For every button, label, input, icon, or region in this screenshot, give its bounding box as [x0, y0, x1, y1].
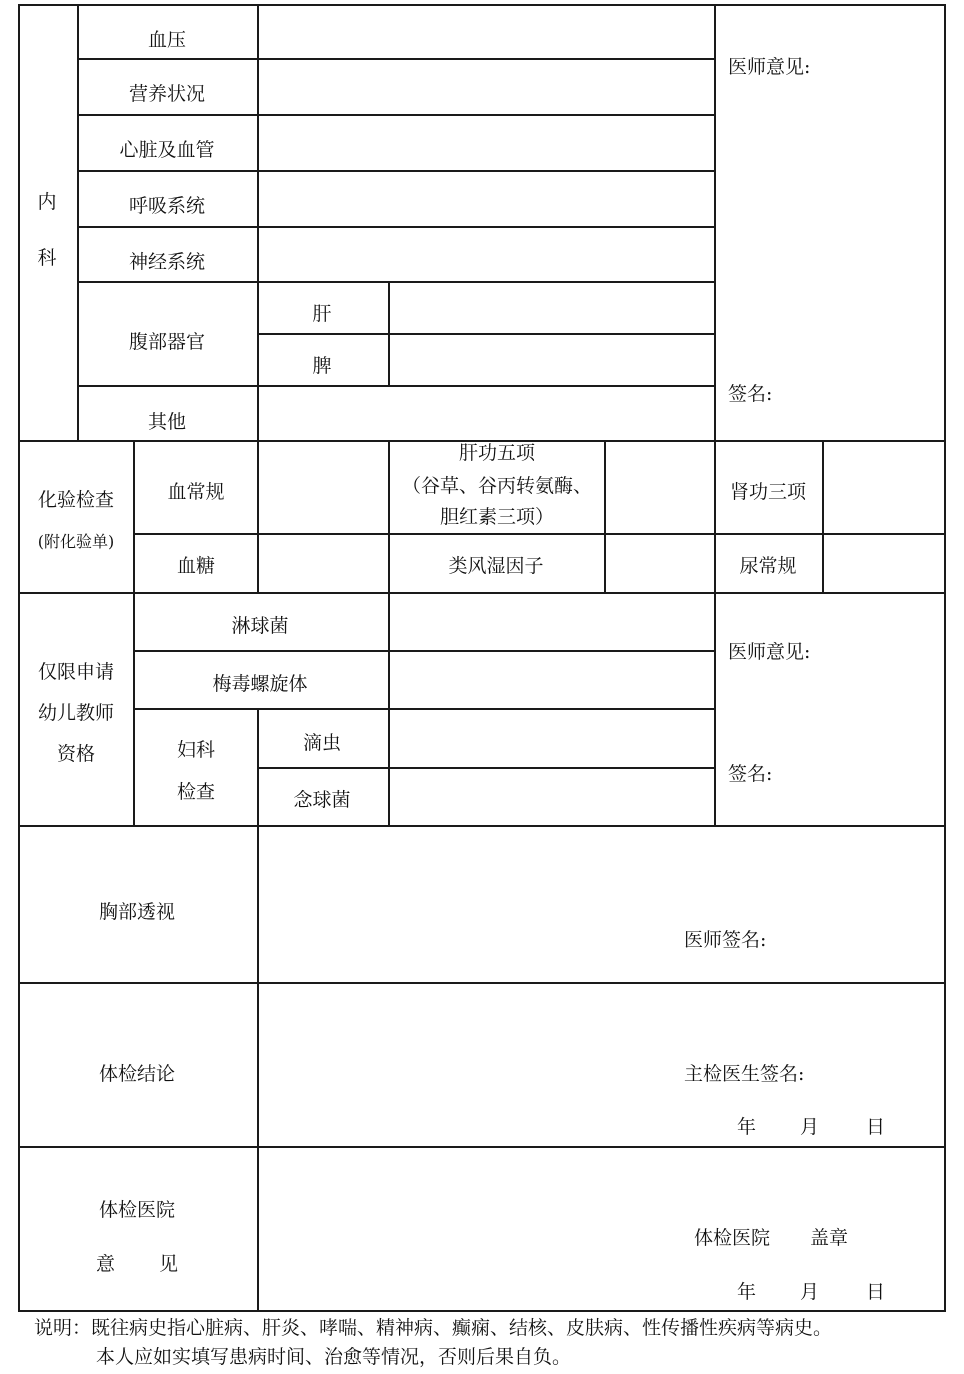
preschool-label-candida: 念球菌	[293, 789, 351, 811]
row-label-abdominal: 腹部器官	[128, 331, 206, 353]
chest-doctor-signature-label: 医师签名:	[684, 929, 767, 951]
rule	[714, 4, 716, 441]
hospital-label: 体检医院	[98, 1199, 176, 1221]
lab-label-kidney-function: 肾功三项	[729, 481, 807, 503]
rule	[77, 58, 715, 60]
conclusion-label: 体检结论	[98, 1063, 176, 1085]
rule	[257, 767, 715, 769]
internal-signature-label: 签名:	[728, 383, 773, 405]
hospital-label-a: 意	[96, 1253, 116, 1275]
rule	[388, 592, 390, 826]
row-label-spleen: 脾	[312, 355, 332, 377]
conclusion-date-year: 年	[737, 1116, 757, 1138]
rule	[714, 440, 716, 593]
rule	[257, 825, 259, 1312]
row-label-respiratory: 呼吸系统	[128, 195, 206, 217]
lab-label-rheumatoid: 类风湿因子	[448, 555, 544, 577]
rule	[77, 226, 715, 228]
rule	[133, 440, 135, 826]
row-label-blood-pressure: 血压	[147, 29, 187, 51]
hospital-label-b: 见	[159, 1253, 179, 1275]
lab-label-liver-function-detail: （谷草、谷丙转氨酶、	[401, 475, 593, 497]
footer-note-line1: 说明：既往病史指心脏病、肝炎、哮喘、精神病、癫痫、结核、皮肤病、性传播性疾病等病史。	[34, 1317, 833, 1339]
rule	[944, 4, 946, 1312]
rule	[714, 592, 716, 826]
rule	[18, 1310, 946, 1312]
row-label-nervous: 神经系统	[128, 251, 206, 273]
lab-label-liver-function: 肝功五项	[458, 442, 536, 464]
lab-label-blood-sugar: 血糖	[176, 555, 216, 577]
rule	[257, 333, 715, 335]
row-label-other: 其他	[147, 411, 187, 433]
internal-section-label: 内	[37, 191, 57, 213]
rule	[133, 533, 946, 535]
rule	[18, 4, 20, 1312]
preschool-doctor-opinion-label: 医师意见:	[728, 641, 811, 663]
rule	[822, 440, 824, 593]
rule	[77, 4, 79, 441]
rule	[18, 592, 946, 594]
preschool-label-gyn: 妇科	[176, 739, 216, 761]
rule	[133, 650, 715, 652]
rule	[18, 4, 946, 6]
rule	[18, 982, 946, 984]
preschool-label-gyn: 检查	[176, 781, 216, 803]
rule	[18, 1146, 946, 1148]
row-label-nutrition: 营养状况	[128, 83, 206, 105]
rule	[257, 708, 259, 826]
conclusion-date-month: 月	[800, 1116, 820, 1138]
rule	[18, 825, 946, 827]
row-label-liver: 肝	[312, 303, 332, 325]
preschool-title: 资格	[56, 743, 96, 765]
rule	[77, 170, 715, 172]
internal-doctor-opinion-label: 医师意见:	[728, 56, 811, 78]
row-label-heart: 心脏及血管	[119, 139, 215, 161]
rule	[257, 4, 259, 441]
lab-title: 化验检查	[37, 489, 115, 511]
rule	[388, 281, 390, 387]
rule	[257, 440, 259, 593]
preschool-label-syphilis: 梅毒螺旋体	[212, 673, 308, 695]
lab-label-blood-routine: 血常规	[167, 481, 225, 503]
preschool-title: 幼儿教师	[37, 702, 115, 724]
hospital-date-year: 年	[737, 1281, 757, 1303]
chest-label: 胸部透视	[98, 901, 176, 923]
hospital-date-day: 日	[866, 1281, 886, 1303]
preschool-label-gonococcus: 淋球菌	[231, 615, 289, 637]
hospital-stamp-label: 体检医院	[694, 1227, 771, 1249]
rule	[388, 440, 390, 593]
lab-note: (附化验单)	[37, 532, 115, 551]
preschool-label-trichomonas: 滴虫	[302, 732, 342, 754]
footer-note-line2: 本人应如实填写患病时间、治愈等情况，否则后果自负。	[96, 1346, 572, 1368]
rule	[77, 385, 715, 387]
conclusion-chief-signature-label: 主检医生签名:	[684, 1063, 805, 1085]
hospital-stamp-label: 盖章	[810, 1227, 849, 1249]
rule	[77, 114, 715, 116]
preschool-title: 仅限申请	[37, 661, 115, 683]
hospital-date-month: 月	[800, 1281, 820, 1303]
conclusion-date-day: 日	[866, 1116, 886, 1138]
lab-label-liver-function-detail: 胆红素三项）	[439, 506, 555, 528]
rule	[77, 281, 715, 283]
preschool-signature-label: 签名:	[728, 763, 773, 785]
rule	[604, 440, 606, 593]
rule	[133, 708, 715, 710]
internal-section-label: 科	[37, 247, 57, 269]
lab-label-urine-routine: 尿常规	[739, 555, 797, 577]
